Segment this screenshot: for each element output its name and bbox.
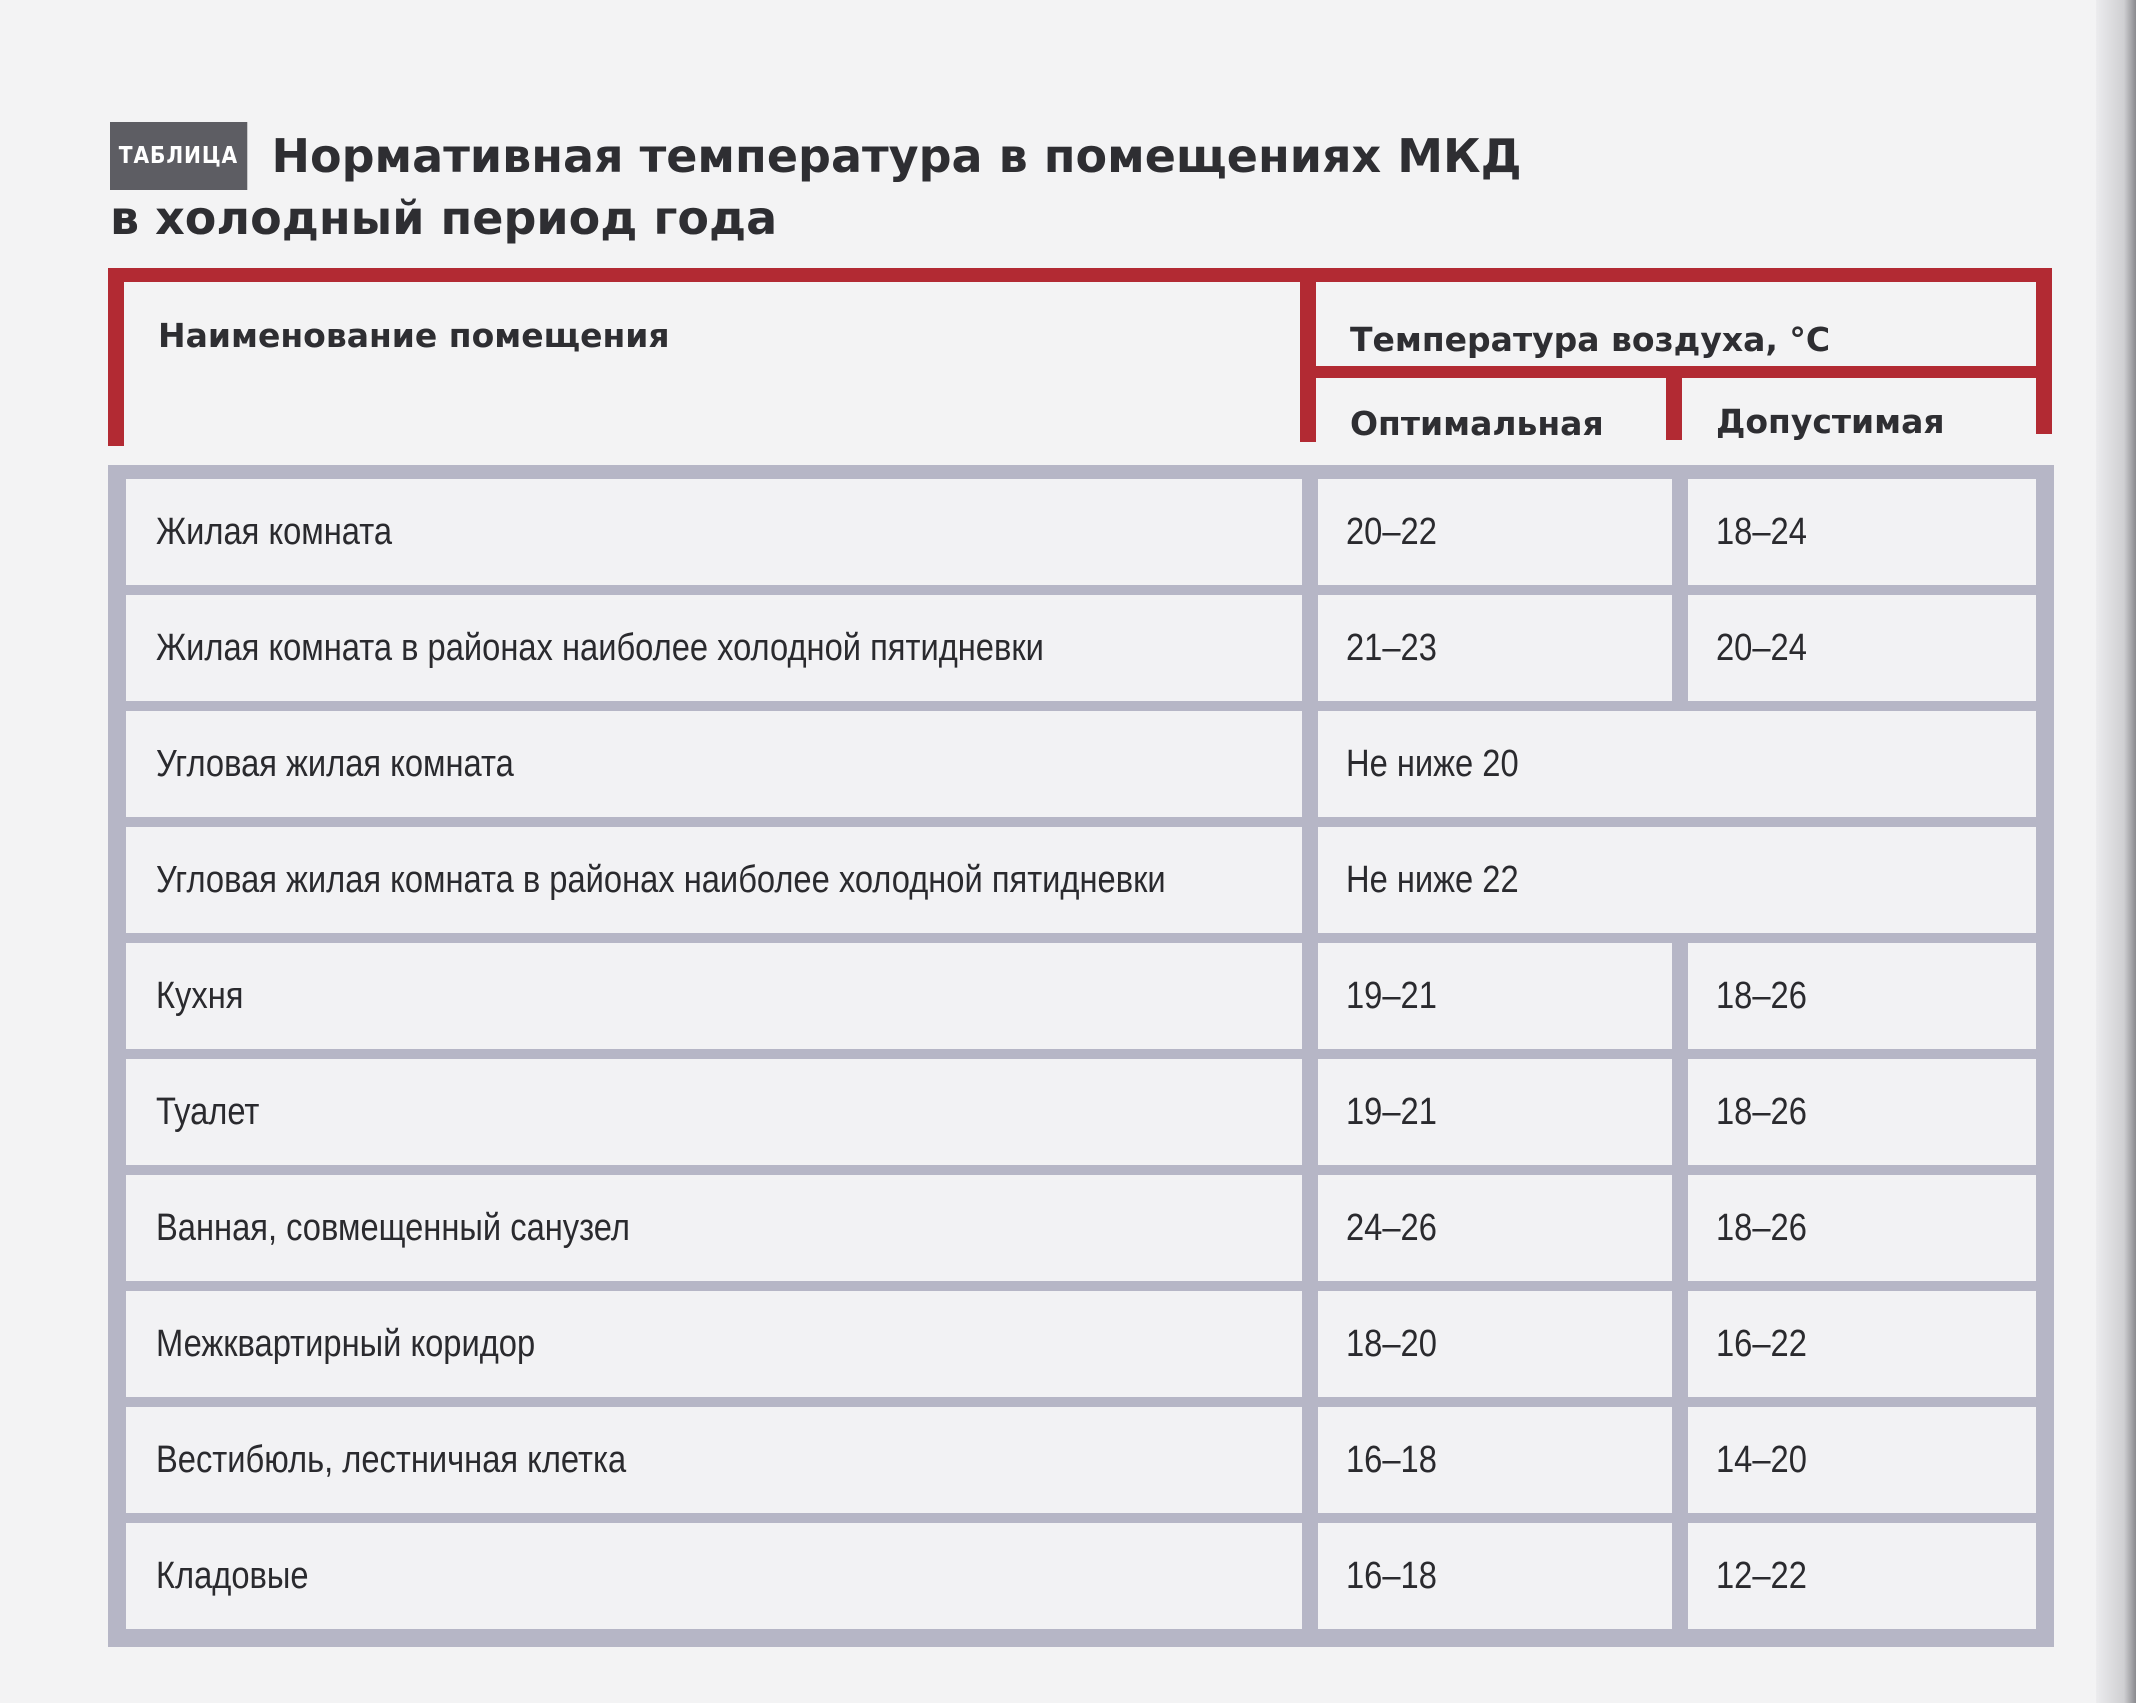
header-optimal: Оптимальная (1350, 404, 1604, 443)
allowed-temperature-cell-text: 18–26 (1716, 1206, 1807, 1249)
allowed-temperature-cell (1688, 1059, 2036, 1165)
optimal-temperature-cell (1318, 1407, 1672, 1513)
room-name-cell (126, 1523, 1302, 1629)
allowed-temperature-cell-text: 12–22 (1716, 1554, 1807, 1597)
allowed-temperature-cell-text: 18–24 (1716, 510, 1807, 553)
room-name-cell (126, 1291, 1302, 1397)
room-name-cell-text: Вестибюль, лестничная клетка (156, 1438, 627, 1481)
room-name-cell-text: Туалет (156, 1090, 260, 1133)
header-allowed: Допустимая (1716, 402, 1945, 441)
header-top-bar (108, 268, 2052, 282)
table-title (110, 122, 1522, 246)
allowed-temperature-cell-text: 14–20 (1716, 1438, 1807, 1481)
title-line-1 (110, 122, 1522, 190)
optimal-temperature-cell-text: 16–18 (1346, 1438, 1437, 1481)
allowed-temperature-cell (1688, 943, 2036, 1049)
allowed-temperature-cell-text: 20–24 (1716, 626, 1807, 669)
header-temperature: Температура воздуха, °С (1350, 320, 1831, 359)
allowed-temperature-cell (1688, 1407, 2036, 1513)
optimal-temperature-cell (1318, 943, 1672, 1049)
allowed-temperature-cell-text: 16–22 (1716, 1322, 1807, 1365)
allowed-temperature-cell-text: 18–26 (1716, 974, 1807, 1017)
room-name-cell-text: Жилая комната (156, 510, 393, 553)
header-room-name: Наименование помещения (158, 316, 670, 355)
room-name-cell (126, 827, 1302, 933)
room-name-cell (126, 711, 1302, 817)
room-name-cell-text: Жилая комната в районах наиболее холодной пятидневки (156, 626, 1044, 669)
optimal-temperature-cell-text: 20–22 (1346, 510, 1437, 553)
table-label-badge: ТАБЛИЦА (110, 122, 247, 190)
room-name-cell-text: Угловая жилая комната (156, 742, 514, 785)
optimal-temperature-cell-text: 19–21 (1346, 974, 1437, 1017)
optimal-temperature-cell (1318, 1291, 1672, 1397)
room-name-cell-text: Кладовые (156, 1554, 309, 1597)
room-name-cell-text: Ванная, совмещенный санузел (156, 1206, 630, 1249)
room-name-cell (126, 1407, 1302, 1513)
title-text-1: Нормативная температура в помещениях МКД (271, 129, 1522, 183)
allowed-temperature-cell (1688, 1175, 2036, 1281)
merged-temperature-cell-text: Не ниже 20 (1346, 742, 1519, 785)
header-divider-optimal (1666, 366, 1682, 440)
merged-temperature-cell (1318, 711, 2036, 817)
title-line-2: в холодный период года (110, 191, 778, 245)
optimal-temperature-cell-text: 21–23 (1346, 626, 1437, 669)
optimal-temperature-cell (1318, 479, 1672, 585)
room-name-cell-text: Межквартирный коридор (156, 1322, 536, 1365)
room-name-cell (126, 1175, 1302, 1281)
room-name-cell-text: Угловая жилая комната в районах наиболее холодной пятидневки (156, 858, 1166, 901)
optimal-temperature-cell (1318, 1059, 1672, 1165)
room-name-cell-text: Кухня (156, 974, 244, 1017)
optimal-temperature-cell-text: 24–26 (1346, 1206, 1437, 1249)
table-body (108, 465, 2054, 1647)
room-name-cell (126, 943, 1302, 1049)
merged-temperature-cell-text: Не ниже 22 (1346, 858, 1519, 901)
allowed-temperature-cell (1688, 1291, 2036, 1397)
optimal-temperature-cell (1318, 595, 1672, 701)
optimal-temperature-cell-text: 18–20 (1346, 1322, 1437, 1365)
room-name-cell (126, 595, 1302, 701)
merged-temperature-cell (1318, 827, 2036, 933)
optimal-temperature-cell (1318, 1523, 1672, 1629)
optimal-temperature-cell (1318, 1175, 1672, 1281)
header-left-rule (108, 268, 124, 446)
optimal-temperature-cell-text: 19–21 (1346, 1090, 1437, 1133)
allowed-temperature-cell (1688, 479, 2036, 585)
allowed-temperature-cell (1688, 1523, 2036, 1629)
optimal-temperature-cell-text: 16–18 (1346, 1554, 1437, 1597)
room-name-cell (126, 1059, 1302, 1165)
allowed-temperature-cell (1688, 595, 2036, 701)
header-right-rule (2036, 268, 2052, 434)
allowed-temperature-cell-text: 18–26 (1716, 1090, 1807, 1133)
page-edge (2096, 0, 2136, 1703)
header-divider-room (1300, 268, 1316, 442)
room-name-cell (126, 479, 1302, 585)
